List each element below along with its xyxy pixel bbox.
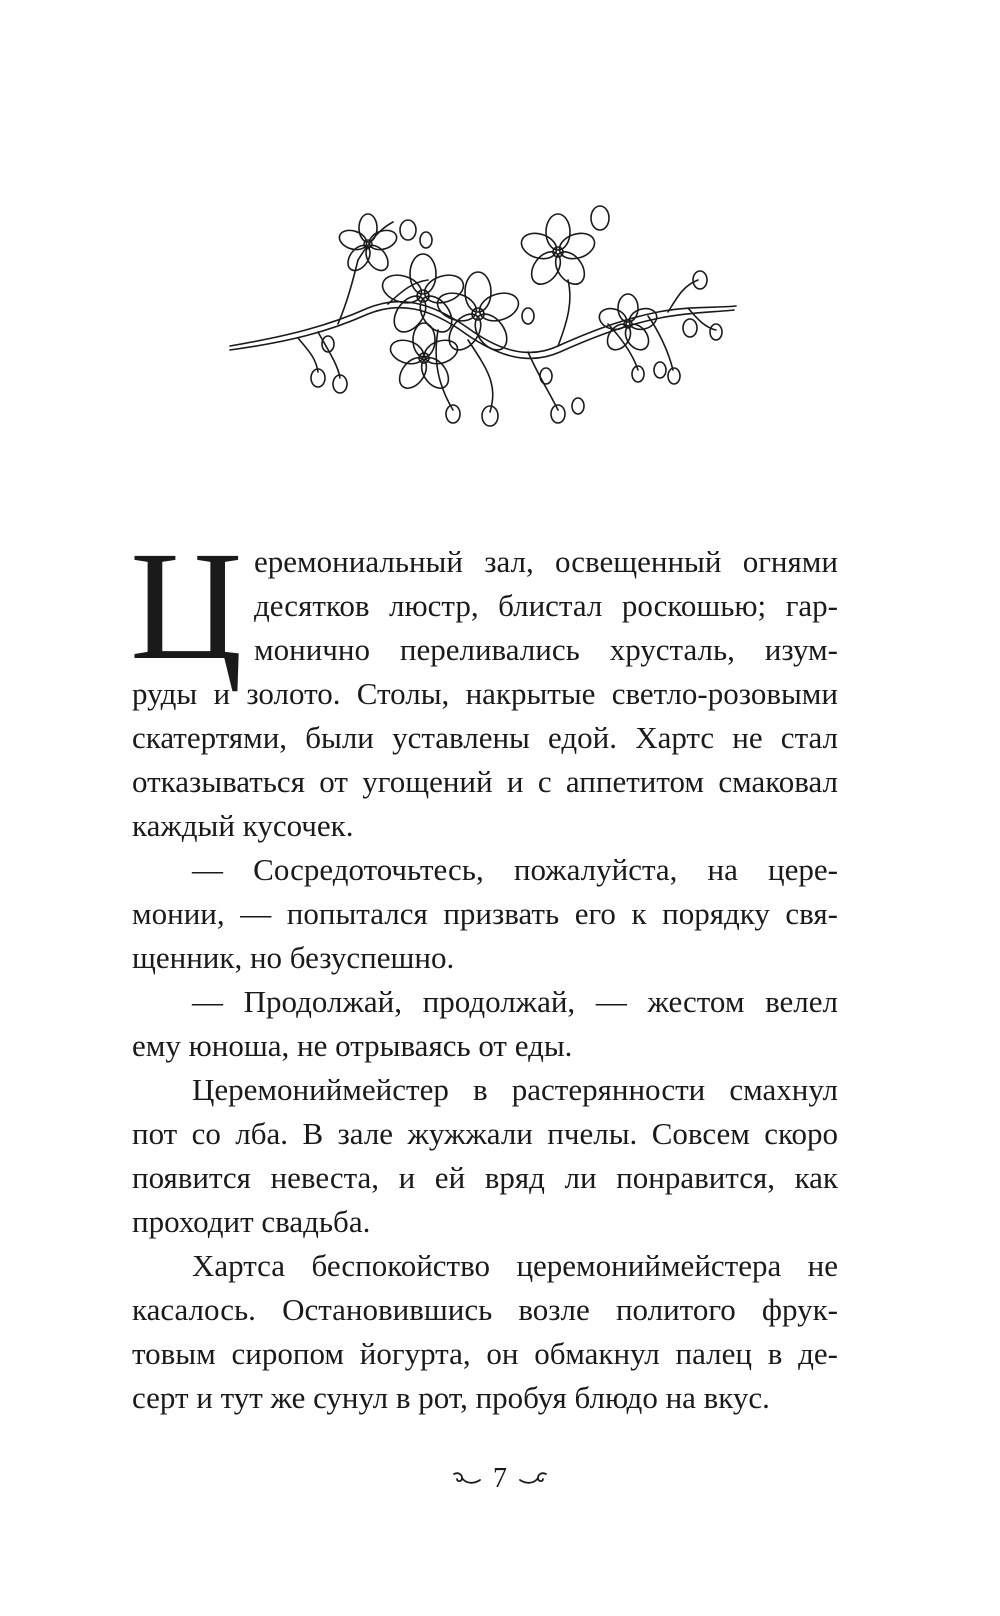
text-line: еремониальный зал, освещенный огнями [254, 544, 838, 579]
text-line: ему юноша, не отрываясь от еды. [132, 1028, 573, 1063]
text-line: Хартса беспокойство церемониймейстера не [192, 1248, 838, 1283]
text-line: каждый кусочек. [132, 808, 354, 843]
swirl-left-icon [452, 1470, 482, 1488]
drop-cap: Ц [130, 519, 243, 692]
cherry-blossom-branch-icon [228, 200, 738, 450]
text-line: десятков люстр, блистал роскошью; гар- [254, 588, 838, 623]
page-number: 7 [493, 1462, 507, 1494]
text-line: скатертями, были уставлены едой. Хартс не стал [132, 720, 838, 755]
chapter-body [130, 519, 838, 1420]
swirl-right-icon [518, 1470, 548, 1488]
text-line: монии, — попытался призвать его к порядку свя- [132, 896, 838, 931]
text-line: щенник, но безуспешно. [132, 940, 455, 975]
text-line: отказываться от угощений и с аппетитом смаковал [132, 764, 838, 799]
text-line: пот со лба. В зале жужжали пчелы. Совсем скоро [132, 1116, 838, 1151]
text-line: появится невеста, и ей вряд ли понравится, как [132, 1160, 838, 1195]
text-line: — Сосредоточьтесь, пожалуйста, на цере- [192, 852, 838, 887]
text-line: Церемониймейстер в растерянности смахнул [192, 1072, 838, 1107]
text-line: товым сиропом йогурта, он обмакнул палец в де- [132, 1336, 838, 1371]
page-footer [0, 1462, 1000, 1494]
text-line: — Продолжай, продолжай, — жестом велел [192, 984, 838, 1019]
text-line: проходит свадьба. [132, 1204, 371, 1239]
text-line: касалось. Остановившись возле политого фрук- [132, 1292, 838, 1327]
text-line: руды и золото. Столы, накрытые светло-розовыми [132, 676, 838, 711]
text-line: серт и тут же сунул в рот, пробуя блюдо на вкус. [132, 1380, 770, 1415]
text-line: монично переливались хрусталь, изум- [254, 632, 838, 667]
